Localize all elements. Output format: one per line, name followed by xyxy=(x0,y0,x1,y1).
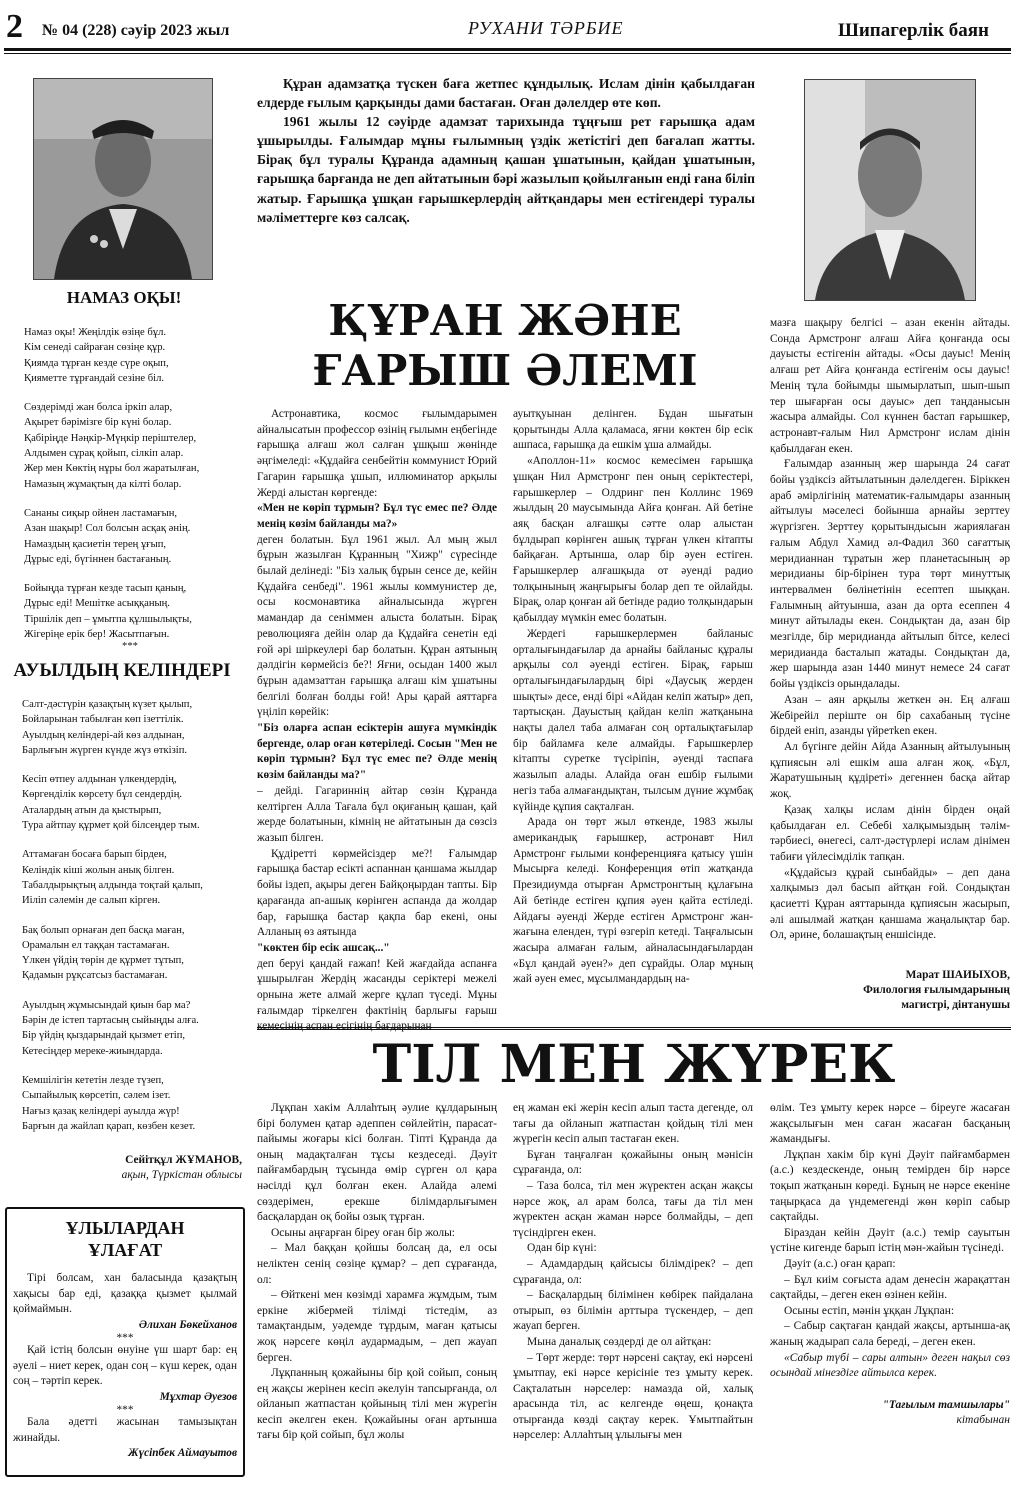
paragraph-bold: «Мен не көріп тұрмын? Бұл түс емес пе? Әлде менің көзім байланды ма?» xyxy=(257,502,497,530)
intro-paragraph: 1961 жылы 12 сәуірде адамзат тарихында тұңғыш рет ғарышқа адам ұшырылды. Ғалымдар мұны ғылымның үздік жетістігі деп бағалап жатты. Бірақ бұл туралы Құранда адамның қашан ұшатынын, қайдан ұшатынын, ғарышқа барғанда не деп айтатынын бәрі жазылып қойылғанын енді ғана біліп жатыр. Ғарышқа ұшқан ғарышкерлердің айтқандары мен естігендері туралы мәліметтерге көз салсақ. xyxy=(257,114,755,225)
poem-line: Қабіріңде Нәңкір-Мүңкір періштелер, xyxy=(24,432,197,444)
paragraph: Ал бүгінге дейін Айда Азанның айтылуының құпиясын әлі ешкім аша алған жоқ. «Бұл, Жаратушының құдіреті» дегеннен басқа айтар жоқ. xyxy=(770,740,1010,801)
paragraph: Мына даналық сөздерді де ол айтқан: xyxy=(527,1335,712,1348)
paragraph: ауытқуынан делінген. Бұдан шығатын қорытынды Алла қаламаса, яғни көктен бір есік ашпаса, ғарышқа да ешкім ұша алмайды. xyxy=(513,408,753,452)
poem-line: Жігеріңе ерік бер! Жасытпағын. xyxy=(24,629,170,641)
poem-line: Ауылдың жұмысындай қиын бар ма? xyxy=(22,999,191,1011)
paragraph: – Адамдардың қайсысы білімдірек? – деп сұрағанда, ол: xyxy=(513,1257,753,1286)
article1-author-role: магистрі, дінтанушы xyxy=(901,999,1010,1011)
paragraph-bold: "көктен бір есік ашсақ..." xyxy=(257,941,390,954)
source-role: кітабынан xyxy=(956,1414,1010,1427)
poem1-title: НАМАЗ ОҚЫ! xyxy=(66,288,182,307)
paragraph: «Аполлон-11» космос кемесімен ғарышқа ұшқан Нил Армстронг пен оның серіктестері, ғарышкерлер – Олдринг пен Коллинс 1969 жылдың 20 маусымында Айға қонған. Ай бетіне аяқ басқан алғашқы сәтте олар алыстан бұлдырап көрінген ашық тұрған үлкен кітапты байқаған. Артынша, олар бір әуен естіген. Ғарышкерлер алғашқыда от әуенді радио толқынының жаңғырығы болар деп те ойлайды. Бірақ, олар қонған ай бетінде радио толқындарын қабылдау мүмкін емес болатын. xyxy=(513,455,753,625)
poem-line: Азан шақыр! Сол болсын асқақ әнің. xyxy=(24,523,191,535)
poem2-signature xyxy=(20,1153,242,1183)
paragraph: «Құдайсыз құрай сынбайды» – деп дана халқымыз дәл басып айтқан ғой. Сондықтан қасиетті Құран аяттарында құпиясын жасырып, әлі ашылмай жатқан қаншама жаңалықтар бар. Ол, әрине, болашақтың еншісінде. xyxy=(770,866,1010,942)
poem-line: Намаздың қасиетін терең ұғып, xyxy=(24,538,167,550)
quote-text: Тірі болсам, хан баласында қазақтың хақысы бар еді, қазаққа қызмет қылмай қоймаймын. xyxy=(13,1272,237,1315)
quote-author: Әлихан Бөкейханов xyxy=(138,1318,237,1331)
issue-info: № 04 (228) сәуір 2023 жыл xyxy=(42,22,230,39)
article1-column-3 xyxy=(770,316,1010,944)
section-title: Шипагерлік баян xyxy=(837,20,989,41)
paragraph: – Өйткені мен көзімді харамға жұмдым, тым еркіне жібермей тілімді тістедім, аз тамақтандым, уәдемде тұрдым, маған қатысы жоқ нәрсеге көңіл аудармадым, – деп жауап берген. xyxy=(257,1289,497,1364)
quotes-box xyxy=(5,1207,245,1477)
article1-column-2 xyxy=(513,407,753,988)
newspaper-name: РУХАНИ ТӘРБИЕ xyxy=(468,18,624,38)
poem-line: Бойларынан табылған көп ізеттілік. xyxy=(22,714,184,726)
paragraph: – Бұл киім соғыста адам денесін жарақаттан сақтайды, – деген екен өзінен кейін. xyxy=(770,1273,1010,1302)
paragraph: ең жаман екі жерін кесіп алып таста дегенде, ол тағы да ойланып жатпастан қойдың тілі мен жүрегін кесіп алып тастаған екен. xyxy=(513,1102,753,1146)
paragraph: Осыны естіп, мәнін ұққан Лұқпан: xyxy=(784,1304,955,1317)
poem-line: Тура айтпау құрмет қой білсеңдер тым. xyxy=(22,820,200,832)
poem-line: Кім сенеді сайраған сөзіңе құр. xyxy=(24,342,166,354)
paragraph: Біраздан кейін Дәуіт (а.с.) темір сауытын үстіне кигенде барып істің мән-жайын түсінеді. xyxy=(770,1226,1010,1255)
poem-line: Кемшілігін кететін лезде түзеп, xyxy=(22,1074,164,1086)
author-photo xyxy=(804,79,976,301)
poem-line: Бәрін де істеп тартасың сыйыңды алға. xyxy=(22,1015,199,1027)
poem-line: Бойыңда тұрған кезде тасып қаның, xyxy=(24,583,187,595)
paragraph: – Таза болса, тіл мен жүректен асқан жақсы нәрсе жоқ, ал арам болса, тағы да тіл мен жүректен асқан жаман нәрсе болмайды, – деп түсіндірген екен. xyxy=(513,1179,753,1239)
poem-line: Бір үйдің қыздарындай қызмет етіп, xyxy=(22,1030,186,1042)
poem-line: Намаз оқы! Жеңілдік өзіңе бұл. xyxy=(24,327,167,338)
poem-line: Орамалын ел таққан тастамаған. xyxy=(22,939,170,951)
paragraph: Ғалымдар азанның жер шарында 24 сағат бойы үздіксіз айтылатынын дәлелдеген. Біріккен араб әмірлігінің математик-ғалымдары азанның айтылуы мәселесі бойынша арнайы зерттеу жүргізген. Зерттеу қорытындысын жариялаған ғалым Абдул Хамид әл-Фадил 360 сағаттық меридианнан тұратын жер планетасының әр меридианы бір-бірінен тура төрт минуттық интервалмен бөлінетінін есептеп шыққан. Ғалымның айтуынша, азан да орта есеппен 4 минут айтылады екен. Сондықтан да, азан бір мезгілде, бір меридианда айтылып бітсе, келесі меридианда басталып жатады. Сондықтан да, жер шарында азан 1440 минут немесе 24 сағат бойы үздіксіз орындалады. xyxy=(770,458,1010,691)
poet-photo xyxy=(33,78,213,280)
poem-line: Көргенділік көрсету бұл сендердің. xyxy=(22,789,183,801)
quote-separator: *** xyxy=(116,1332,134,1344)
poem-line: Бақ болып орнаған деп басқа маған, xyxy=(22,924,185,936)
article1-column-1 xyxy=(257,407,497,1035)
poem2-title: АУЫЛДЫҢ КЕЛІНДЕРІ xyxy=(13,660,231,681)
header-rule xyxy=(4,48,1011,51)
article1-author: Марат ШАИЫХОВ, xyxy=(905,969,1010,981)
paragraph: Дәуіт (а.с.) оған қарап: xyxy=(784,1257,896,1270)
poem-line: Барлығын жүрген күнде жүз өткізіп. xyxy=(22,744,188,756)
article1-title xyxy=(258,296,752,396)
page-number: 2 xyxy=(6,8,23,45)
quote-author: Жүсіпбек Аймауытов xyxy=(128,1447,237,1459)
paragraph: Құдіретті көрмейсіздер ме?! Ғалымдар ғарышқа бастар есікті аспаннан қаншама жылдар бойы іздеп, ақыры деген Байқоңырдан тапты. Бір қарағанда ап-ашық көрінген аспанда да жолдар бар, ғарышқа бастар қақпа бар екені, оны Алланың өз аятында xyxy=(257,847,497,939)
poem-line: Барғын да жайлап қарап, көзбен кезет. xyxy=(22,1120,196,1132)
paragraph: Одан бір күні: xyxy=(527,1242,597,1255)
poem-line: Ақырет бәрімізге бір күні болар. xyxy=(24,417,172,429)
quote-separator: *** xyxy=(116,1404,134,1416)
intro-paragraph: Құран адамзатқа түскен баға жетпес құндылық. Ислам дінін қабылдаған елдерде ғылым қарқынды дами бастаған. Оған дәлелдер өте көп. xyxy=(257,76,755,111)
quote-author: Мұхтар Әуезов xyxy=(159,1390,237,1403)
paragraph: деп беруі қандай ғажап! Кей жағдайда аспанға ұшырылған Жердің жасанды серіктері межелі орнына жете алмай жерге құлап түседі. Мұны ғалымдар тіркелген фактінің барлығы ғарыш кемесінің аспан есігінің бағдарынан xyxy=(257,957,497,1033)
poet-portrait-icon xyxy=(34,79,212,279)
article2-column-1 xyxy=(257,1101,497,1444)
article2-column-3 xyxy=(770,1101,1010,1429)
poem2-author: Сейітқұл ЖҰМАНОВ, xyxy=(125,1154,242,1166)
quotes-body xyxy=(7,1261,243,1462)
poem1-body xyxy=(18,325,236,652)
paragraph: – дейді. Гагариннің айтар сөзін Құранда келтірген Алла Тағала бұл оқиғаның қашан, қай жерде болатынын, кімнің не айтатынын да сөзсіз жазып білген. xyxy=(257,784,497,844)
poem-line: Ауылдың келіндері-ай көз алдынан, xyxy=(22,729,185,741)
quotes-title-2: ҰЛАҒАТ xyxy=(87,1240,163,1260)
quote-text: Қай істің болсын өнуіне үш шарт бар: ең әуелі – ниет керек, одан соң – күш керек, одан соң – тәртіп керек. xyxy=(13,1344,237,1387)
poem-line: Үлкен үйдің төрін де құрмет тұтып, xyxy=(22,955,184,967)
poem-line: Кесіп өтпеу алдынан үлкендердің, xyxy=(22,774,177,786)
paragraph: – Сабыр сақтаған қандай жақсы, артынша-ақ жаның жадырап сала береді, – деген екен. xyxy=(770,1320,1010,1348)
poem-separator: *** xyxy=(122,641,138,653)
header-rule-thin xyxy=(4,53,1011,54)
poem-line: Сыпайылық көрсетіп, сәлем ізет. xyxy=(22,1090,171,1102)
poem2-author-role: ақын, Түркістан облысы xyxy=(121,1169,242,1181)
paragraph-bold: "Біз оларға аспан есіктерін ашуға мүмкіндік бергенде, олар оған көтеріледі. Сосын "Мен не көріп тұрмын? Бұл түс емес пе? Әлде менің көзім байланды ма?" xyxy=(257,722,497,782)
article2-title: ТІЛ МЕН ЖҮРЕК xyxy=(372,1034,896,1095)
quote-text: Бала әдетті жасынан тамызықтан жинайды. xyxy=(13,1416,237,1444)
paragraph: мазға шақыру белгісі – азан екенін айтады. Сонда Армстронг алғаш Айға қонғанда осы дауысты естігенін айтады. «Осы дауыс! Менің алғаш рет Айға қонғанда естігенім осы дауыс! Менің тұла бойымды шымырлатып, шып-шып тер шығарған осы дауыс» деп таңданысын жасыра алмайды. Сол күннен бастап ғарышкер, астронавт-ғалым Нил Армстронг ислам дінін қабылдаған екен. xyxy=(770,317,1010,455)
poem-line: Дұрыс еді! Мешітке асыққаның. xyxy=(24,598,170,610)
section-separator xyxy=(257,1027,1011,1030)
paragraph: өлім. Тез ұмыту керек нәрсе – біреуге жасаған жақсылығын мен саған жасаған басқаның жамандығы. xyxy=(770,1102,1010,1146)
paragraph: – Басқалардың білімінен көбірек пайдалана отырып, өз білімін арттыра түскендер, – деп жауап берген. xyxy=(513,1289,753,1333)
poem-line: Нағыз қазақ келіндері ауылда жүр! xyxy=(22,1105,180,1117)
poem-line: Тіршілік деп – ұмытпа құлшылықты, xyxy=(24,613,192,625)
paragraph: – Төрт жерде: төрт нәрсені сақтау, екі нәрсені ұмытпау, екі нәрсе керісініе тез ұмыту керек. Сақталатын нәрселер: намазда ой, халық арасында тіл, ас келгенде өңеш, қонақта отырғанда көзді сақтау керек. Ұмытпайтын нәрселер: Аллаһтың ұлылығы мен xyxy=(513,1351,753,1442)
paragraph: – Мал баққан қойшы болсаң да, ел осы неліктен сенің сөзіңе құмар? – деп сұрағанда, ол: xyxy=(257,1242,497,1286)
poem-line: Кетесіңдер мереке-жиындарда. xyxy=(22,1045,163,1057)
closing-italic: «Сабыр түбі – сары алтын» деген нақыл сөз осындай мінездіге айтылса керек. xyxy=(770,1351,1010,1380)
poem-line: Қиямда тұрған кезде сүре оқып, xyxy=(24,357,169,369)
paragraph: Лұқпанның қожайыны бір қой сойып, соның ең жақсы жерінен кесіп әкелуін тапсырғанда, ол ойланып жатпастан қойының тілі мен жүрегін кесіп әкелген екен. Қожайыны оған артынша тағы бір қой сойып, бұл жолы xyxy=(257,1367,497,1442)
poem-line: Жер мен Көктің нұры бол жаратылған, xyxy=(24,463,200,475)
paragraph: Қазақ халқы ислам дінін бірден оңай қабылдаған ел. Себебі халқымыздың тәлім-тәрбиесі, өнегесі, салт-дәстүрлері ислам дінімен табиғи үйлесімділік тапқан. xyxy=(770,803,1010,863)
paragraph: Осыны аңғарған біреу оған бір жолы: xyxy=(271,1226,455,1239)
poem-line: Аттамаған босаға барып бірден, xyxy=(22,849,167,861)
article2-column-2 xyxy=(513,1101,753,1444)
poem-line: Сананы сиқыр ойнен ластамағын, xyxy=(24,507,178,519)
quotes-title-1: ҰЛЫЛАРДАН xyxy=(65,1218,185,1238)
paragraph: Лұқпан хакім Аллаһтың әулие құлдарының бірі болумен қатар әдеппен сөйлейтін, парасат-пайымы жоғары кісі болған. Тіпті Құранда да оның мадақталған тұсы кездеседі. Дәуіт пайғамбардың тұсында өмір сүрген ол қара нәсілді құл болған екен. Алайда әлемі сөздерімен, ерекше білімдарлығымен басқалардан оқ бойы озық тұрған. xyxy=(257,1102,497,1224)
article1-signature xyxy=(770,968,1010,1013)
poem-line: Келіндік кіші жолын анық білген. xyxy=(22,864,175,876)
source-name: "Тағылым тамшылары" xyxy=(882,1398,1010,1411)
article1-title-line1: ҚҰРАН ЖӘНЕ xyxy=(328,296,682,345)
poem-line: Сөздерімді жан болса іркіп алар, xyxy=(24,402,173,414)
paragraph: Жердегі ғарышкерлермен байланыс орталығындағылар да арнайы байланыс құралы арқылы сол әуенді естіген. Бірақ, ғарыш орталығындағылардың бірі «Даусық жерден шықты» десе, енді бірі «Айдан келіп жатыр» деп, тартысқан. Дауыстың қайдан келіп жатқанына нақты далел таба алмаған соң орталықтағылар бір байламға келе алмайды. Ғарышкерлер кітапты суретке түсіріпін, әуенді таспаға жазылып алады. Алайда оған ешбір ғылыми негіз таба алмағандықтан, тылсым дүние жұмбақ күйінде құпия сақталған. xyxy=(513,627,753,813)
paragraph: Бұған таңғалған қожайыны оның мәнісін сұрағанда, ол: xyxy=(513,1148,753,1177)
paragraph: Арада он төрт жыл өткенде, 1983 жылы американдық ғарышкер, астронавт Нил Армстронг ғылыми конференцияға қатысу үшін Мысырға келеді. Конференция өтіп жатқанда Президиумда отырған Армстронгтың құлағына Ай бетінде естіген құпия әуен қайта естіледі. Айдағы әуенді Жерде естіген Армстронг жан-жағына еленден, түрі өзгеріп кетеді. Таңғалысын жасыра алмаған ғалым, айналасындағылардан «Бұл қандай әуен?» деп сұрайды. Олар мұның жай әуен емес, мұсылмандардың на- xyxy=(513,816,753,986)
article1-title-line2: ҒАРЫШ ӘЛЕМІ xyxy=(312,346,698,395)
poem2-body xyxy=(18,697,234,1148)
poem-line: Табалдырықтың алдында тоқтай қалып, xyxy=(22,879,203,891)
paragraph: Лұқпан хакім бір күні Дәуіт пайғамбармен (а.с.) кездескенде, оның темірден бір нәрсе тоқып жатқанын көреді. Бұның не нәрсе екеніне таңырқаса да үндемегенді жөн көріп сабыр сақтайды. xyxy=(770,1148,1010,1224)
poem-line: Салт-дәстүрін қазақтың күзет қылып, xyxy=(22,699,193,710)
poem-line: Алдымен сұрақ қойып, сілкіп алар. xyxy=(24,448,184,460)
paragraph: деген болатын. Бұл 1961 жыл. Ал мың жыл бұрын жазылған Құранның "Хижр" сүресінде былай делінеді: "Біз халық бұрын сенсе де, кейін Құдайға сенбеді". 1961 жылы коммунистер де, осы космонавтика айналысында жүрген мамандар да сеніммен алыста болатын. Бірақ революцияға дейін олар да Құдайға сенетін еді ғой әрі шіркеулері бар болатын. Құран аятының дәлдігін көрмейсіз бе?! Яғни, осыдан 1400 жыл бұрын адамзаттан ғарышқа алғаш кім ұшатыны белгілі болған болды ғой! Ары қарай аяттарға үңіліп көрейік: xyxy=(257,533,497,719)
article1-author-role: Филология ғылымдарының xyxy=(863,984,1010,996)
paragraph: Астронавтика, космос ғылымдарымен айналысатын профессор өзінің ғылымн еңбегінде ғарышқа алғаш жол салған ұшқыш жөнінде әңгімеледі: «Құдайға сенбейтін коммунист Юрий Гагарин ғарышқа ұшып, иллюминатор арқылы Жерді алыстан көргенде: xyxy=(257,408,497,499)
author-portrait-icon xyxy=(805,80,975,300)
paragraph: Азан – аян арқылы жеткен ән. Ең алғаш Жебірейіл періште он бір сахабаның түсіне бірдей еніп, азанды үйретken екен. xyxy=(770,693,1010,738)
poem-line: Дұрыс еді, бүгіннен бастағаның. xyxy=(24,553,172,565)
poem-line: Қияметте тұрғандай сезіне біл. xyxy=(24,372,165,384)
poem-line: Иіліп сәлемін де салып кірген. xyxy=(22,895,161,907)
article1-intro xyxy=(257,74,755,227)
poem-line: Намазың жұмақтың да кілті болар. xyxy=(24,478,182,490)
poem-line: Қадамын рұқсатсыз бастамаған. xyxy=(22,970,168,982)
poem-line: Аталардың атын да қыстырып, xyxy=(22,804,162,816)
